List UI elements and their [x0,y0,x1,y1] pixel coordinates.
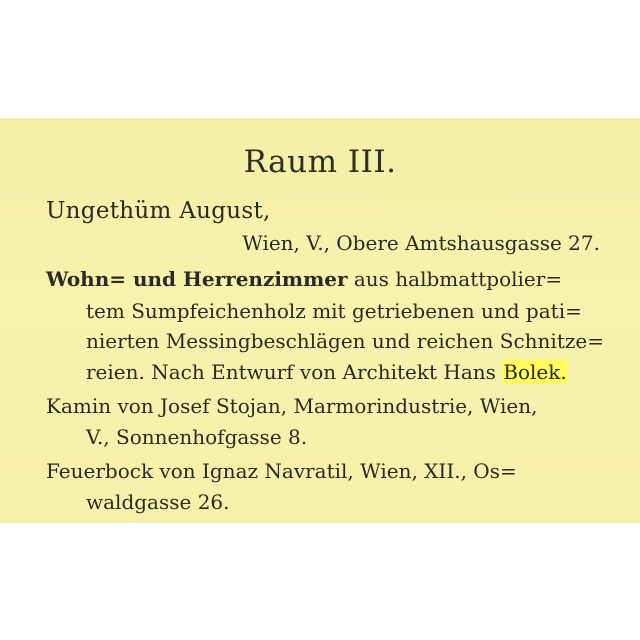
entry-1-line-3: nierten Messingbeschlägen und reichen Schnitze= [86,329,604,353]
exhibitor-name: Ungethüm August, [46,198,271,224]
entry-1-line-4-text: reien. Nach Entwurf von Architekt Hans [86,360,503,384]
entry-3-line-2: waldgasse 26. [86,490,230,514]
highlighted-name: Bolek. [503,360,567,384]
scanned-page [0,118,640,523]
entry-2-line-1: Kamin von Josef Stojan, Marmorindustrie, Wien, [46,394,538,418]
entry-1-line-2: tem Sumpfeichenholz mit getriebenen und pati= [86,299,582,323]
entry-2-line-2: V., Sonnenhofgasse 8. [86,425,308,449]
entry-3-line-1: Feuerbock von Ignaz Navratil, Wien, XII., Os= [46,459,517,483]
entry-1-title: Wohn= und Herrenzimmer [46,267,348,291]
entry-1-line-4 [86,357,568,387]
entry-1-line-1 [46,264,562,294]
entry-1-line-1-text: aus halbmattpolier= [347,267,563,291]
exhibitor-address: Wien, V., Obere Amtshausgasse 27. [242,231,600,255]
page-heading: Raum III. [243,144,397,180]
